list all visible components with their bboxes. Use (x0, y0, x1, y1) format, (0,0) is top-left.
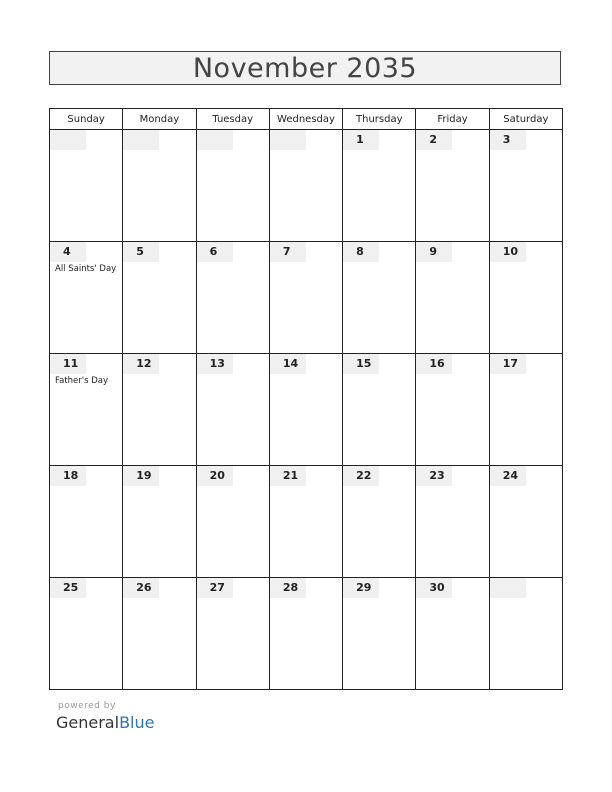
day-cell (489, 466, 562, 578)
day-number: 11 (50, 354, 86, 374)
day-number: 15 (343, 354, 379, 374)
day-number: 23 (416, 466, 452, 486)
day-cell (50, 354, 123, 466)
day-number: 8 (343, 242, 379, 262)
day-cell (123, 578, 196, 690)
day-number: 12 (123, 354, 159, 374)
week-row (50, 130, 563, 242)
day-number: 16 (416, 354, 452, 374)
day-cell (123, 466, 196, 578)
day-cell (196, 242, 269, 354)
day-cell (269, 242, 342, 354)
day-cell (416, 578, 489, 690)
day-cell (50, 578, 123, 690)
day-cell (196, 354, 269, 466)
weekday-wednesday: Wednesday (269, 109, 342, 130)
brand-general: General (56, 713, 120, 732)
footer-branding (56, 701, 154, 732)
day-number: 3 (490, 130, 526, 150)
day-number: 27 (197, 578, 233, 598)
day-cell (489, 130, 562, 242)
weekday-monday: Monday (123, 109, 196, 130)
generalblue-logo[interactable] (56, 713, 154, 732)
day-number: 28 (270, 578, 306, 598)
day-cell (50, 130, 123, 242)
calendar-body (50, 130, 563, 690)
weekday-saturday: Saturday (489, 109, 562, 130)
day-number (50, 130, 86, 150)
day-number: 4 (50, 242, 86, 262)
day-number: 26 (123, 578, 159, 598)
holiday-label: Father's Day (55, 376, 109, 386)
day-cell (416, 354, 489, 466)
day-cell (489, 354, 562, 466)
week-row (50, 466, 563, 578)
day-number: 6 (197, 242, 233, 262)
weekday-header-row (50, 109, 563, 130)
day-number: 9 (416, 242, 452, 262)
calendar-title: November 2035 (192, 52, 418, 84)
day-number: 2 (416, 130, 452, 150)
holiday-label: All Saints' Day (55, 264, 117, 274)
day-number: 24 (490, 466, 526, 486)
day-number: 7 (270, 242, 306, 262)
day-cell (123, 242, 196, 354)
weekday-tuesday: Tuesday (196, 109, 269, 130)
day-number: 19 (123, 466, 159, 486)
day-number: 1 (343, 130, 379, 150)
day-number: 13 (197, 354, 233, 374)
day-number: 14 (270, 354, 306, 374)
day-number: 10 (490, 242, 526, 262)
day-cell (50, 242, 123, 354)
day-cell (269, 130, 342, 242)
day-cell (343, 242, 416, 354)
day-cell (196, 130, 269, 242)
day-number: 21 (270, 466, 306, 486)
day-cell (416, 242, 489, 354)
day-cell (196, 578, 269, 690)
weekday-sunday: Sunday (50, 109, 123, 130)
brand-blue: Blue (119, 713, 155, 732)
day-cell (269, 578, 342, 690)
day-cell (343, 130, 416, 242)
week-row (50, 354, 563, 466)
day-cell (123, 130, 196, 242)
day-cell (416, 130, 489, 242)
weekday-thursday: Thursday (343, 109, 416, 130)
day-cell (489, 578, 562, 690)
day-cell (416, 466, 489, 578)
day-number: 18 (50, 466, 86, 486)
powered-by-text: powered by (58, 701, 116, 711)
day-cell (50, 466, 123, 578)
day-number: 22 (343, 466, 379, 486)
day-cell (196, 466, 269, 578)
day-number: 25 (50, 578, 86, 598)
day-number: 29 (343, 578, 379, 598)
weekday-friday: Friday (416, 109, 489, 130)
day-cell (123, 354, 196, 466)
calendar-title-box (49, 51, 561, 85)
day-cell (269, 354, 342, 466)
day-cell (343, 354, 416, 466)
calendar-grid (49, 108, 563, 690)
day-cell (269, 466, 342, 578)
day-cell (489, 242, 562, 354)
day-number (490, 578, 526, 598)
week-row (50, 578, 563, 690)
day-number: 20 (197, 466, 233, 486)
day-number: 17 (490, 354, 526, 374)
day-cell (343, 578, 416, 690)
day-number: 30 (416, 578, 452, 598)
day-number (123, 130, 159, 150)
day-cell (343, 466, 416, 578)
day-number (270, 130, 306, 150)
week-row (50, 242, 563, 354)
day-number: 5 (123, 242, 159, 262)
day-number (197, 130, 233, 150)
